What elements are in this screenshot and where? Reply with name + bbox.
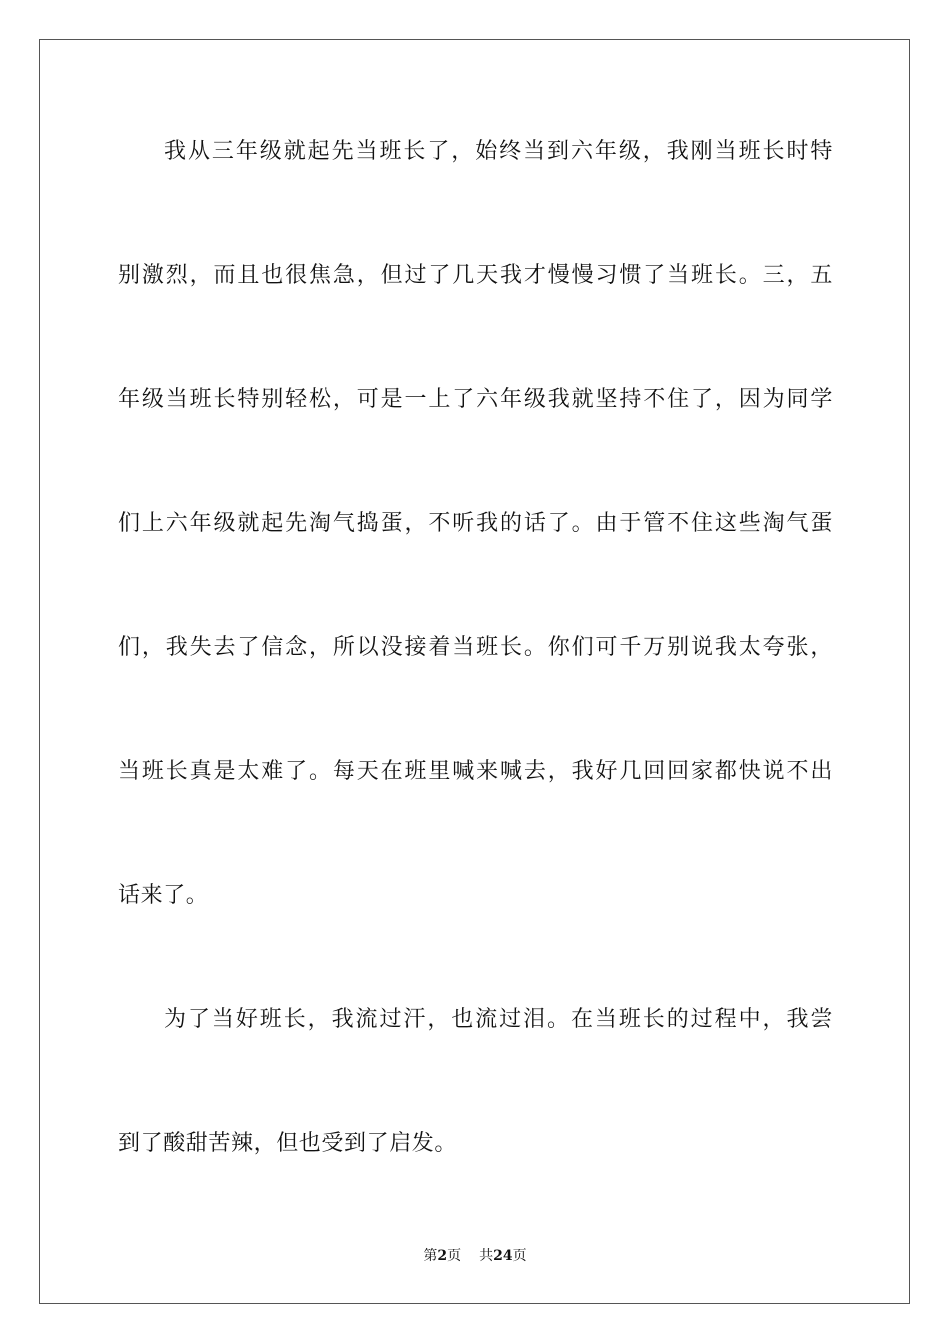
page-prefix: 第 <box>423 1248 438 1264</box>
total-suffix: 页 <box>512 1248 527 1264</box>
page-frame <box>39 39 910 1304</box>
paragraph-1-line-1: 我从三年级就起先当班长了，始终当到六年级，我刚当班长时特 <box>164 139 833 164</box>
page-number: 2 <box>437 1248 448 1264</box>
paragraph-1-line-6: 当班长真是太难了。每天在班里喊来喊去，我好几回回家都快说不出 <box>118 759 833 784</box>
total-pages: 24 <box>493 1248 513 1264</box>
paragraph-1-line-3: 年级当班长特别轻松，可是一上了六年级我就坚持不住了，因为同学 <box>118 387 833 412</box>
total-prefix: 共 <box>479 1248 494 1264</box>
page-suffix: 页 <box>447 1248 462 1264</box>
paragraph-2-line-2: 到了酸甜苦辣，但也受到了启发。 <box>118 1131 458 1156</box>
paragraph-1-line-4: 们上六年级就起先淘气捣蛋，不听我的话了。由于管不住这些淘气蛋 <box>118 511 833 536</box>
paragraph-1-line-5: 们，我失去了信念，所以没接着当班长。你们可千万别说我太夸张， <box>118 635 833 660</box>
paragraph-1-line-2: 别激烈，而且也很焦急，但过了几天我才慢慢习惯了当班长。三，五 <box>118 263 833 288</box>
paragraph-1-line-7: 话来了。 <box>118 883 209 908</box>
paragraph-2-line-1: 为了当好班长，我流过汗，也流过泪。在当班长的过程中，我尝 <box>164 1007 833 1032</box>
page-footer <box>0 1247 950 1265</box>
